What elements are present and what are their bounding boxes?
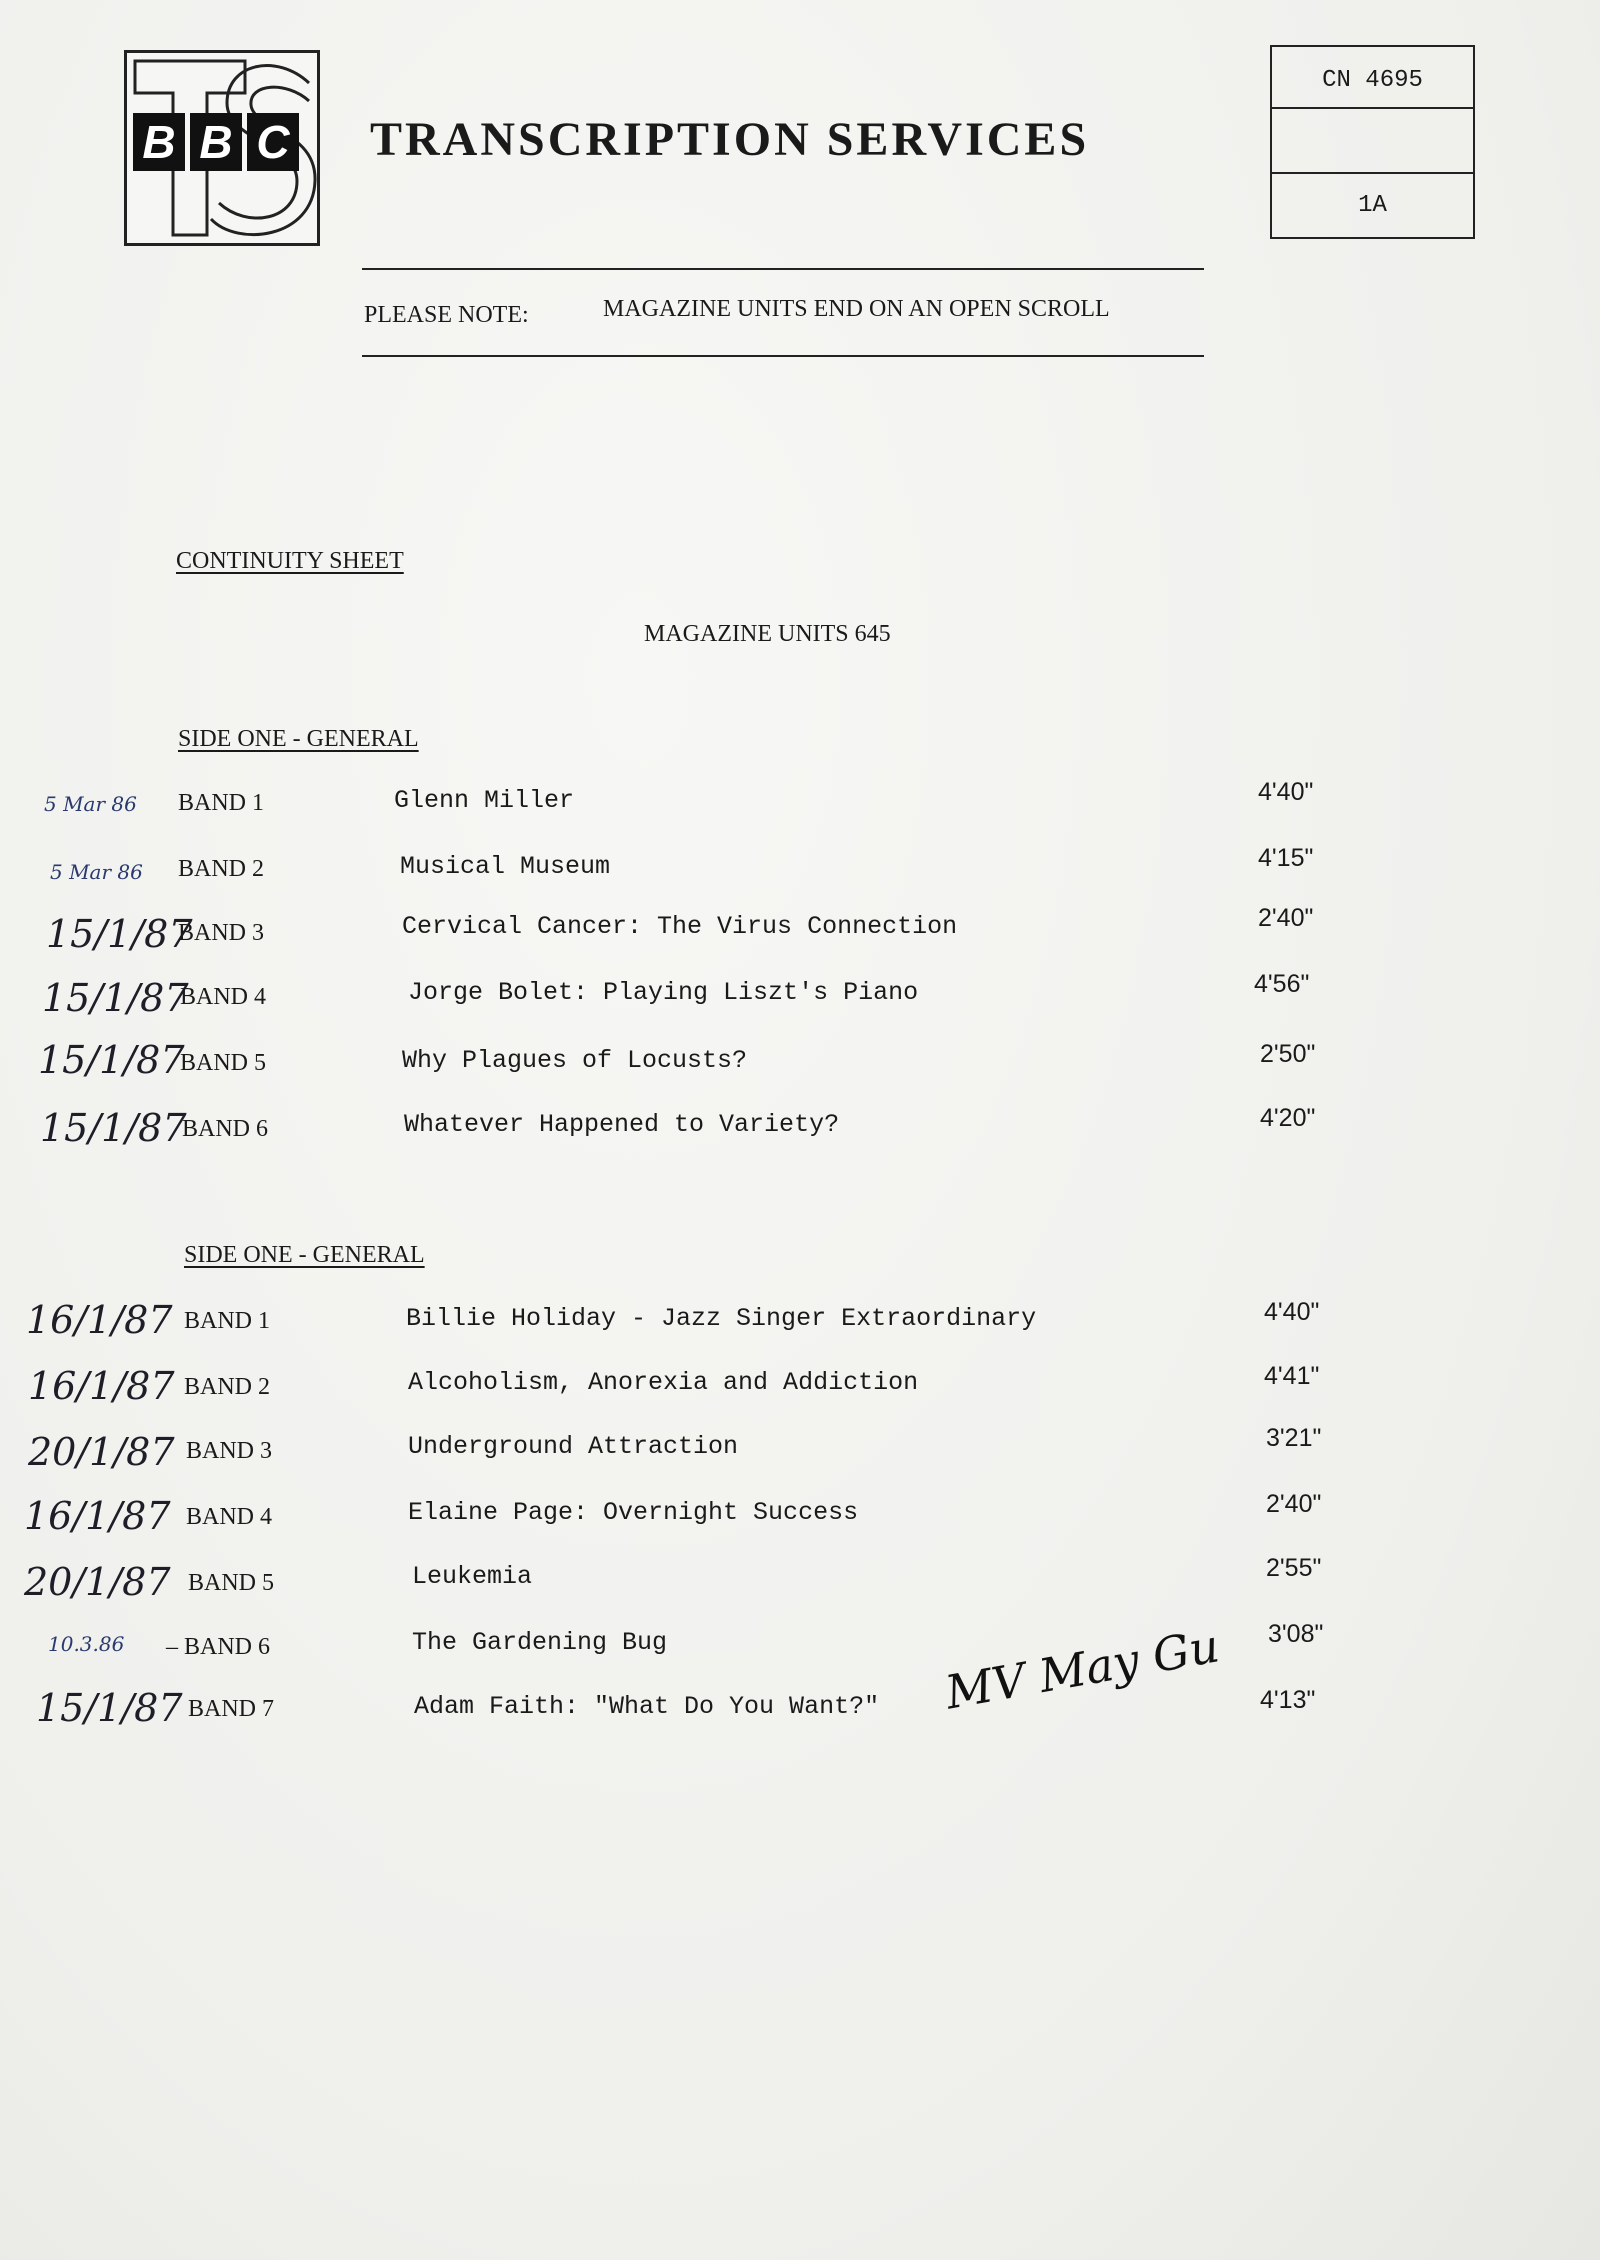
- item-duration: 3'21": [1266, 1424, 1322, 1452]
- item-title: Alcoholism, Anorexia and Addiction: [408, 1368, 919, 1397]
- item-title: Cervical Cancer: The Virus Connection: [402, 912, 958, 941]
- handwritten-date: 20/1/87: [28, 1430, 175, 1474]
- table-row: [0, 1104, 1600, 1160]
- handwritten-date: 16/1/87: [28, 1364, 175, 1408]
- bbc-ts-logo: [124, 50, 320, 246]
- item-duration: 2'40": [1258, 904, 1314, 932]
- table-row: [0, 1424, 1600, 1484]
- table-row: [0, 1686, 1600, 1744]
- notice-text: MAGAZINE UNITS END ON AN OPEN SCROLL: [603, 296, 1110, 322]
- table-row: [0, 970, 1600, 1030]
- notice-bottom-rule: [362, 355, 1204, 357]
- handwritten-date: 10.3.86: [48, 1632, 125, 1656]
- table-row: [0, 1038, 1600, 1094]
- item-title: Billie Holiday - Jazz Singer Extraordinary: [406, 1304, 1037, 1333]
- item-title: Leukemia: [412, 1562, 533, 1591]
- item-duration: 4'56": [1254, 970, 1310, 998]
- handwritten-date: 15/1/87: [38, 1038, 185, 1082]
- handwritten-date: 16/1/87: [26, 1298, 173, 1342]
- item-title: Why Plagues of Locusts?: [402, 1046, 748, 1075]
- item-title: Underground Attraction: [408, 1432, 739, 1461]
- section1-heading: SIDE ONE - GENERAL: [178, 726, 419, 752]
- item-duration: 4'13": [1260, 1686, 1316, 1714]
- band-label: BAND 3: [186, 1438, 273, 1464]
- item-title: Musical Museum: [400, 852, 611, 881]
- table-row: [0, 844, 1600, 902]
- item-duration: 2'50": [1260, 1040, 1316, 1068]
- band-label: BAND 7: [188, 1696, 275, 1722]
- page-title: TRANSCRIPTION SERVICES: [370, 113, 1090, 166]
- band-label: BAND 2: [178, 856, 265, 882]
- item-title: Glenn Miller: [394, 786, 575, 815]
- item-title: Elaine Page: Overnight Success: [408, 1498, 859, 1527]
- handwritten-date: 15/1/87: [42, 976, 189, 1020]
- bbc-letter-b2: B: [190, 113, 242, 171]
- band-label-text: BAND 6: [184, 1634, 271, 1660]
- item-duration: 2'55": [1266, 1554, 1322, 1582]
- item-title: Jorge Bolet: Playing Liszt's Piano: [408, 978, 919, 1007]
- handwritten-date: 5 Mar 86: [44, 792, 137, 816]
- band-label: BAND 2: [184, 1374, 271, 1400]
- item-title: Adam Faith: "What Do You Want?": [414, 1692, 880, 1721]
- handwritten-date: 20/1/87: [24, 1560, 171, 1604]
- band-label: BAND 4: [180, 984, 267, 1010]
- handwritten-date: 5 Mar 86: [50, 860, 143, 884]
- handwritten-date: 15/1/87: [40, 1106, 187, 1150]
- band-label: BAND 1: [184, 1308, 271, 1334]
- reference-divider-2: [1272, 172, 1473, 174]
- table-row: [0, 1490, 1600, 1550]
- band-label: BAND 6: [182, 1116, 269, 1142]
- handwritten-annotation: MV May Gu: [941, 1618, 1224, 1720]
- table-row: [0, 1554, 1600, 1616]
- bbc-blocks: [133, 113, 313, 179]
- item-duration: 4'41": [1264, 1362, 1320, 1390]
- table-row: [0, 1298, 1600, 1354]
- handwritten-date: 16/1/87: [24, 1494, 171, 1538]
- item-duration: 4'20": [1260, 1104, 1316, 1132]
- band-label: BAND 3: [178, 920, 265, 946]
- magazine-title: MAGAZINE UNITS 645: [644, 621, 891, 647]
- reference-box: [1270, 45, 1475, 239]
- item-duration: 2'40": [1266, 1490, 1322, 1518]
- band-label: BAND 5: [188, 1570, 275, 1596]
- notice-top-rule: [362, 268, 1204, 270]
- bbc-letter-b1: B: [133, 113, 185, 171]
- notice-label: PLEASE NOTE:: [364, 302, 529, 328]
- bbc-letter-c: C: [247, 113, 299, 171]
- item-title: Whatever Happened to Variety?: [404, 1110, 840, 1139]
- item-duration: 4'15": [1258, 844, 1314, 872]
- handwritten-date: 15/1/87: [46, 912, 193, 956]
- table-row: [0, 1362, 1600, 1420]
- band-label: BAND 1: [178, 790, 265, 816]
- handwritten-date: 15/1/87: [36, 1686, 183, 1730]
- reference-code: 1A: [1358, 192, 1387, 219]
- band-label: – BAND 6: [166, 1634, 271, 1660]
- section2-heading: SIDE ONE - GENERAL: [184, 1242, 425, 1268]
- reference-number: CN 4695: [1322, 67, 1423, 94]
- item-duration: 3'08": [1268, 1620, 1324, 1648]
- item-title: The Gardening Bug: [412, 1628, 668, 1657]
- table-row: [0, 778, 1600, 836]
- item-duration: 4'40": [1258, 778, 1314, 806]
- table-row: [0, 904, 1600, 966]
- continuity-heading: CONTINUITY SHEET: [176, 548, 404, 574]
- reference-divider-1: [1272, 107, 1473, 109]
- band-label: BAND 5: [180, 1050, 267, 1076]
- item-duration: 4'40": [1264, 1298, 1320, 1326]
- band-label: BAND 4: [186, 1504, 273, 1530]
